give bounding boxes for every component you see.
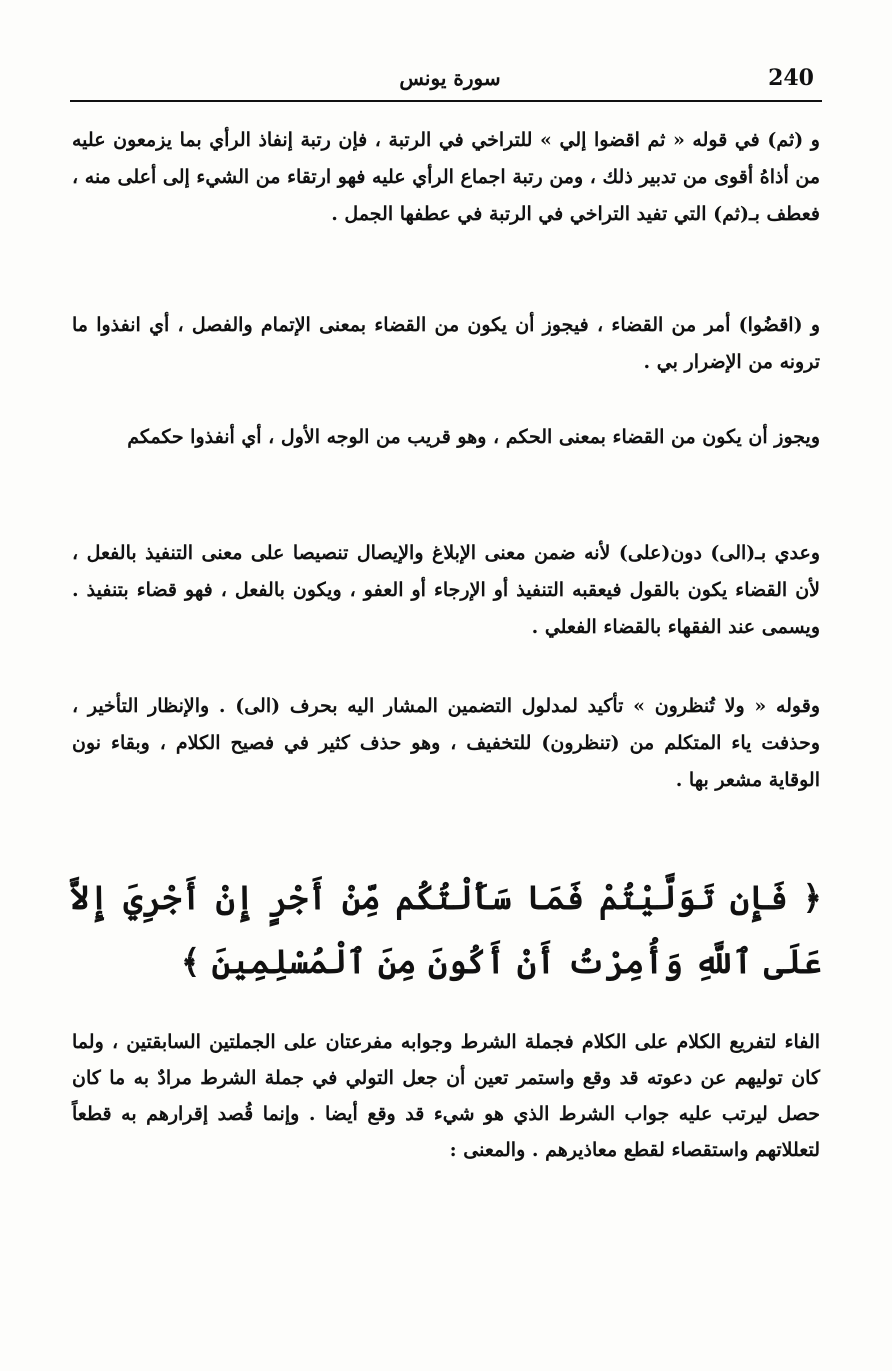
paragraph-iqdu: و (اقضُوا) أمر من القضاء ، فيجوز أن يكون من القضاء بمعنى الإتمام والفصل ، أي انفذوا ما ترونه من الإضرار بي .	[72, 314, 820, 373]
paragraph-ila: وعدي بـ(الى) دون(على) لأنه ضمن معنى الإبلاغ والإيصال تنصيصا على معنى التنفيذ بالفعل ، لأن القضاء يكون بالقول فيعقبه التنفيذ أو الإرجاء أو العفو ، ويكون بالفعل ، فهو قضاء بتنفيذ . ويسمى عند الفقهاء بالقضاء الفعلي .	[72, 542, 820, 638]
quran-verse: ﴿ فَإِن تَوَلَّيْتُمْ فَمَا سَأَلْتُكُم مِّنْ أَجْرٍ إِنْ أَجْرِيَ إِلاَّ عَلَى ٱللَّهِ وَأُمِرْتُ أَنْ أَكُونَ مِنَ ٱلْمُسْلِمِينَ ﴾	[70, 878, 822, 981]
paragraph-tunzirun: وقوله « ولا تُنظرون » تأكيد لمدلول التضمين المشار اليه بحرف (الى) . والإنظار التأخير ، وحذفت ياء المتكلم من (تنظرون) للتخفيف ، وهو حذف كثير في فصيح الكلام ، وبقاء نون الوقاية مشعر بها .	[72, 695, 820, 791]
paragraph-hukm: ويجوز أن يكون من القضاء بمعنى الحكم ، وهو قريب من الوجه الأول ، أي أنفذوا حكمكم	[127, 426, 820, 448]
paragraph-tafri: الفاء لتفريع الكلام على الكلام فجملة الشرط وجوابه مفرعتان على الجملتين السابقتين ، ولما كان توليهم عن دعوته قد وقع واستمر تعين أن جعل التولي في جملة الشرط مرادٌ به ما كان حصل ليرتب عليه جواب الشرط الذي هو شيء قد وقع أيضا . وإنما قُصد إقرارهم به قطعاً لتعللاتهم واستقصاء لقطع معاذيرهم . والمعنى :	[72, 1031, 820, 1161]
paragraph-thumma: و (ثم) في قوله « ثم اقضوا إلي » للتراخي في الرتبة ، فإن رتبة إنفاذ الرأي بما يزمعون عليه من أذاهُ أقوى من تدبير ذلك ، ومن رتبة اجماع الرأي عليه فهو ارتقاء من الشيء إلى أعلى منه ، فعطف بـ(ثم) التي تفيد التراخي في الرتبة في عطفها الجمل .	[72, 129, 820, 225]
page-number: 240	[768, 65, 814, 91]
page-header	[70, 62, 822, 102]
surah-title: سورة يونس	[399, 66, 501, 90]
